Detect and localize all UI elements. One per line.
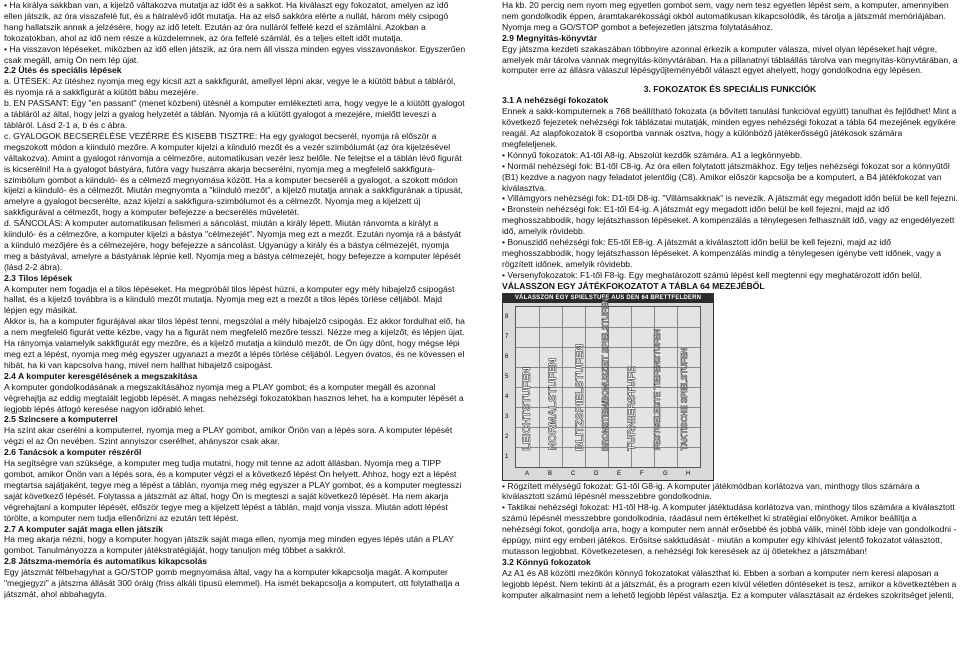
board-banner: VÁLASSZON EGY SPIELSTUFE AUS DEN 64 BRETTFELDERN [503, 294, 713, 303]
section-heading: 2.5 Szincsere a komputerrel [4, 414, 118, 425]
section-heading: 2.8 Játszma-memória és automatikus kikapcsolás [4, 556, 208, 567]
paragraph: a. ÜTÉSEK: Az ütéshez nyomja meg egy kicsit azt a sakkfigurát, amellyel lépni akar, vegye le a kiütött bábut a tábláról, és nyomja rá a sakkfigurát a kiütött bábu mezejére. [4, 76, 456, 98]
paragraph: Az A1 és A8 közötti mezőkön könnyű fokozatokat választhat ki. Ebben a sorban a komputer nem keresi alaposan a legjobb lépést. Nem tekinti át a játszmát, és a program ezen kívül véletlen döntéseket is tesz, amikor a következtében a komputer alkalmasint nem a lehető legjobb lépést választja. Ez a komputer választásait az érdekes szokritséget jelenti, [502, 567, 957, 600]
bullet-paragraph: • Bonuszidő nehézségi fok: E5-től E8-ig. A játszmát a kiválasztott időn belül be kell fejezni, majd az idő meghosszabbodik, hogy lejátszhasson lépéseket. A kompenzálás mindig a ténylegesen igénybe vett időnek, vagy a rögzített időnek, amelyik rövidebb. [502, 237, 958, 270]
level-group-label: TURNIERSTUFE [626, 365, 639, 451]
section-heading: 3.1 A nehézségi fokozatok [502, 95, 609, 106]
level-group-label: BRONSTEIN/BONUSZEIT SPIELSTUFEN [600, 297, 610, 451]
paragraph: A komputer gondolkodásának a megszakításához nyomja meg a PLAY gombot; és a komputer megáll és azonnal végrehajtja az eddig megtalált legjobb lépését. A magas nehézségi fokozatokban hasznos lehet, ha a komputer lépését a legjobb lépés átfogó keresése nagyon időrabló lehet. [4, 381, 464, 414]
bullet-paragraph: • Bronstein nehézségi fok: E1-től E4-ig. A játszmát egy megadott időn belül be kell fejezni, majd az idő meghosszabbodik, hogy lejátszhasson lépéseket. A kompenzálás a ténylegesen felhasznált idő, vagy az engedélyezett idő, amelyik rövidebb. [502, 204, 958, 237]
paragraph: Egy játszma kezdeti szakaszában többnyire azonnal érkezik a komputer válasza, mivel olyan lépéseket hajt végre, amelyek már tárolva vannak megnyitás-könyvtárában. Ha a pillanatnyi táblaállás tárolva van megnyitás-könyvtárában, a komputer erre az állásra válaszul lépésgyűjteményéből választ egyet ahelyett, hogy gondolkodna egy lépésen. [502, 43, 958, 76]
bullet-paragraph: • Ha visszavon lépéseket, miközben az idő ellen játszik, az óra nem áll vissza minden egyes visszavonáskor. Egyszerűen csak megáll, amíg Ön nem lép újat. [4, 44, 466, 66]
bullet-paragraph: • Versenyfokozatok: F1-től F8-ig. Egy meghatározott számú lépést kell megtenni egy meghatározott időn belül. [502, 270, 958, 281]
section-heading: 2.7 A komputer saját maga ellen játszik [4, 523, 163, 534]
rank-label: 4 [505, 393, 509, 400]
difficulty-level-board [502, 293, 714, 481]
figure-title: VÁLASSZON EGY JÁTÉKFOKOZATOT A TÁBLA 64 MEZEJÉBŐL [502, 280, 765, 291]
section-heading: 3.2 Könnyű fokozatok [502, 556, 591, 567]
rank-label: 8 [505, 313, 509, 320]
section-heading: 2.6 Tanácsok a komputer részéről [4, 447, 142, 458]
paragraph: d. SÁNCOLÁS: A komputer automatikusan felismeri a sáncolást, miután a király lépett. Miután ránvomta a királyt a kiinduló- és a célmezőre, a komputer kijelzi a bástya "célmezejét". Nyomja meg ezt a mezőt. Ezután nyomja rá a bástyát a kiinduló mezőjére és a célmezejére, hogy befejezze a sáncolást. Ugyanúgy a király és a bástya célmezejét, nyomja meg a bástyával, amelyre a bástyának lépnie kell. Nyomja meg a bástya célmezejét, hogy befejezze a komputer lépését (lásd 2-2 ábra). [4, 218, 461, 272]
section-heading: 2.4 A komputer keresgélésének a megszakítása [4, 370, 198, 381]
section-heading: 2.9 Megnyitás-könyvtár [502, 32, 598, 43]
level-group-label: FESTGELEGTE TIEFENSTUFEN [653, 329, 663, 451]
paragraph: Ennek a sakk-komputernek a 768 beállítható fokozata (a bővített tanulási funkcióval együtt) tanulhat és fejlődhet! Mint a következő fejezetek nehézségi fok táblázatai mutatják, minden egyes nehézségi fokozat a tábla 64 mezejének egyikére reagál. Az alapfokozatok 8 csoportba vannak osztva, hogy a különböző játékerősségű játékosok számára megfeleljenek. [502, 106, 957, 149]
rank-label: 5 [505, 373, 509, 380]
paragraph: Ha segítségre van szüksége, a komputer meg tudja mutatni, hogy mit tenne az adott állásban. Nyomja meg a TIPP gombot, amikor Önön van a lépés sora, és a komputer végzi el a következő lépést Ön helyett. Ahhoz, hogy ezt a lépést megtartsa sajátjaként, tegye meg a lépést a táblán, nyomja meg még egyszer a PLAY gombot, és a komputer megtesszi saját következő lépését. Folytassa a játszmát az által, hogy Ön is megteszi a saját következő lépését. Ha nem akarja végrehajtani a komputer lépését, először tegye meg a kijelzett lépést a táblán, majd vonja vissza. Miután adott lépést törölte, a komputer nem tudja ellenőrizni az ezután tett lépést. [4, 458, 462, 523]
bullet-paragraph: • Normál nehézségi fok: B1-től C8-ig. Az óra ellen folytatott játszmákhoz. Egy teljes nehézségi fokozat sor a könnyűtől (B1) kezdve a nagyon nagy feladatot jelentőig (C8). Amikor először kapcsolja be a komputert, a B4 játékfokozat van kiválasztva. [502, 161, 958, 194]
rank-label: 6 [505, 353, 509, 360]
level-group-label: BLITZSPIELSTUFEN [573, 343, 586, 451]
bullet-paragraph: • Kónnyű fokozatok: A1-től A8-ig. Abszolút kezdők számára. A1 a legkönnyebb. [502, 150, 958, 161]
paragraph: A komputer nem fogadja el a tilos lépéseket. Ha megpróbál tilos lépést húzni, a komputer egy mély hibajelző csipogást hallat, és a kijelző továbbra is a kiinduló mezőt mutatja. Nyomja meg ezt a mezőt a tilos lépés törlése céljából. Majd lépjen egy másikat. [4, 283, 455, 316]
file-label: D [594, 470, 599, 477]
grid-vline [677, 307, 678, 467]
rank-label: 3 [505, 413, 509, 420]
file-label: F [640, 470, 644, 477]
file-label: B [548, 470, 553, 477]
paragraph: Akkor is, ha a komputer figurájával akar tilos lépést tenni, megszólal a mély hibajelző csipogás. Ez akkor fordulhat elő, ha a nem megfelelő figurát vette kézbe, vagy ha a figurát nem megfelelő mezőre tesszi. Nézze meg a kijelzőt, és lépjen újat. Ha rányomja valamelyik sakkfigurát egy mezőre, és a kijelző mutatja a kiinduló mezőt, de Ön úgy dönt, hogy mégse lépi meg ezt a lépést, nyomja meg még egyszer ugyanazt a mezőt a lépés törlése céljából. Legyen óvatos, és ne kövessen el hibát, ha ki van kapcsolva hang, mivel nem hallhat hibajelző csipogást. [4, 316, 465, 370]
bullet-paragraph: • Rögzített mélységű fokozat: G1-től G8-ig. A komputer játékmódban korlátozva van, minthogy tilos számára a kiválasztott számú lépésnél messzebbre gondolkodnia. [502, 481, 958, 503]
section-heading: 2.3 Tilos lépések [4, 272, 73, 283]
bullet-paragraph: • Villámgyors nehézségi fok: D1-től D8-ig. "Villámsakknak" is nevezik. A játszmát egy megadott időn belül be kell fejezni. [502, 193, 958, 204]
paragraph: Ha színt akar cserélni a komputerrel, nyomja meg a PLAY gombot, amikor Önön van a lépés sora. A komputer lépését végzi el az Ön nevében. Szint annyiszor cserélhet, ahányszor csak akar. [4, 425, 453, 447]
rank-label: 1 [505, 453, 509, 460]
paragraph: Egy játszmát félbehagyhat a GO/STOP gomb megnyomása által, vagy ha a komputer kikapcsolja magát. A komputer "megjegyzi" a játszma állását 300 óráig (friss alkáli típusú elemmel). Ha ismét bekapcsolja a komputert, ott folytathatja a játszmát, ahol abbahagyta. [4, 567, 460, 599]
paragraph: c. GYALOGOK BECSERÉLÉSE VEZÉRRE ÉS KISEBB TISZTRE: Ha egy gyalogot becserél, nyomja rá először a megszokott módon a kiinduló mezőre. A komputer kijelzi a kiinduló mezőt és a vezér szimbólumát (az óra kijelzésével váltakozva). Amint a gyalogot ránvomja a célmezőre, automatikusan vezér lesz belőle. Ne felejtse el a táblán lévő figurát is kicserélni! Ha a gyalogot bástyára, futóra vagy huszárra akarja becserélni, nyomja meg a megfelelő sakkfigura-szimbólum gombot a kiinduló- és a célmező megnyomása között. Ha a komputer becseréli a gyalogot, a szokott módon kijelzi a kiinduló- és a célmezőt. Miután megnyomta a "kiinduló mezőt", a kijelző mutatja annak a sakkfigurának a típusát, amelyre a gyalogot becserélte, azaz kijelzi a sakkfigura-szimbólumot és a célmezőt. Nyomja meg a kijelzett új sakkfigurával a célmezőt, hogy a komputer befejezze a becserélés műveletét. [4, 130, 463, 218]
level-group-label: TAKTISCHE SPIELSTUFEN [679, 348, 689, 451]
file-label: C [571, 470, 576, 477]
bullet-paragraph: • Ha királya sakkban van, a kijelző váltakozva mutatja az időt és a sakkot. Ha kiválaszt egy fokozatot, amelyen az idő ellen játszik, az óra visszafelé fut, és a hátralévő időt mutatja. Ha az első sakkóra elérte a nullát, három mély csipogó hang hallatszik annak a jelzésére, hogy az idő letelt. Ezután az óra nulláról felfelé kezd el számlálni. Azokban a fokozatokban, ahol az idő nem része a küzdelemnek, az óra felfelé számlál, és a teljes eltelt időt mutatja. [4, 0, 466, 44]
rank-label: 2 [505, 433, 509, 440]
paragraph: b. EN PASSANT: Egy "en passant" (menet közbeni) ütésnél a komputer emlékezteti arra, hogy vegye le a kiütött gyalogot a tábláról az által, hogy jelzi a gyalog helyzetét a táblán. Nyomja rá a kiütött gyalogot a mezejére, mielőtt leveszi a tábláról. Lásd 2-1 a, b és c ábra. [4, 98, 465, 130]
file-label: G [663, 470, 668, 477]
level-group-label: LEICHTSTUFEN [521, 366, 533, 451]
rank-label: 7 [505, 333, 509, 340]
section-heading: 2.2 Ütés és speciális lépések [4, 65, 122, 76]
file-label: H [686, 470, 691, 477]
section-heading: 3. FOKOZATOK ÉS SPECIÁLIS FUNKCIÓK [643, 84, 817, 95]
right-column [502, 0, 958, 649]
file-label: E [617, 470, 622, 477]
paragraph: Ha kb. 20 percig nem nyom meg egyetlen gombot sem, vagy nem tesz egyetlen lépést sem, a komputer, amennyiben nem gondolkodik éppen, áramtakarékossági okból automatikusan kikapcsolódik, és tárolja a játszmát memóriájában. Nyomja meg a GO/STOP gombot a befejezetlen játszma folytatásához. [502, 0, 949, 32]
file-label: A [525, 470, 530, 477]
paragraph: Ha meg akarja nézni, hogy a komputer hogyan játszik saját maga ellen, nyomja meg minden egyes lépés után a PLAY gombot. Tanulmányozza a komputer játékstratégiáját, hogy tanuljon még többet a sakkról. [4, 534, 454, 556]
bullet-paragraph: • Taktikai nehézségi fokozat: H1-től H8-ig. A komputer játéktudása korlátozva van, minthogy tilos számára a kiválasztott számú lépésnél messzebbre gondolkodnia, ráadásul nem értékelhet ki stratégiai előnyöket. Amikor beállítja a nehézségi fokot, gondolja arra, hogy a komputer nem annál erősebbé és jobbá válik, minél több ideje van gondolkodni - éppúgy, mint egy emberi játékos. Erősítse sakktudását - miután a komputer egy kihívást jelentő fokozatot választott, mutasson legjobbat. Következetesen, a nehézségi fok keresések az új ötletekhez a játszmában! [502, 502, 958, 557]
level-group-label: NORMALSTUFEN [547, 358, 560, 451]
left-column [4, 0, 466, 649]
